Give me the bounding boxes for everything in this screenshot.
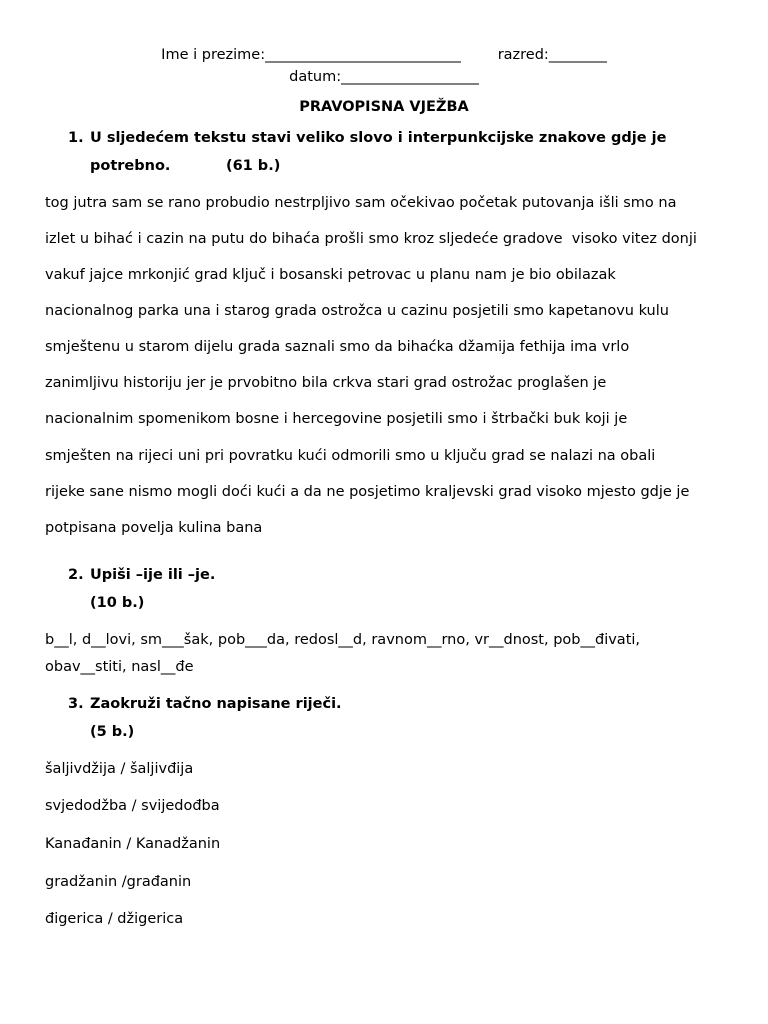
page-title: PRAVOPISNA VJEŽBA (299, 99, 469, 115)
paragraph-line: nacionalnim spomenikom bosne i hercegovine posjetili smo i štrbački buk koji je (45, 411, 628, 427)
word-line: b__l, d__lovi, sm___šak, pob___da, redosl__d, ravnom__rno, vr__dnost, pob__đivati, (45, 632, 641, 648)
task-2-instruction: Upiši –ije ili –je. (90, 567, 216, 583)
paragraph-line: smješten na rijeci uni pri povratku kući odmorili smo u ključu grad se nalazi na obali (45, 448, 656, 464)
task-3-number: 3. (68, 696, 84, 712)
task-2-number: 2. (68, 567, 84, 583)
task-3-points: (5 b.) (90, 724, 135, 740)
word-pair: Kanađanin / Kanadžanin (45, 836, 221, 852)
paragraph-line: vakuf jajce mrkonjić grad ključ i bosanski petrovac u planu nam je bio obilazak (45, 267, 616, 283)
task-2-points: (10 b.) (90, 595, 145, 611)
task-3-instruction: Zaokruži tačno napisane riječi. (90, 696, 342, 712)
paragraph-line: nacionalnog parka una i starog grada ostrožca u cazinu posjetili smo kapetanovu kulu (45, 303, 669, 319)
word-pair: đigerica / džigerica (45, 911, 184, 927)
word-line: obav__stiti, nasl__đe (45, 659, 194, 675)
task-1-heading (68, 124, 728, 180)
word-pair: šaljivdžija / šaljivđija (45, 761, 194, 777)
name-class-line: Ime i prezime:___________________________ razred:________ (161, 47, 607, 63)
task-1-points: potrebno. (61 b.) (90, 158, 281, 174)
task-2-heading (68, 561, 728, 617)
paragraph-line: smještenu u starom dijelu grada saznali smo da bihaćka džamija fethija ima vrlo (45, 339, 630, 355)
paragraph-line: rijeke sane nismo mogli doći kući a da ne posjetimo kraljevski grad visoko mjesto gdje je (45, 484, 690, 500)
paragraph-line: potpisana povelja kulina bana (45, 520, 263, 536)
word-pair: svjedodžba / svijedođba (45, 798, 220, 814)
paragraph-line: tog jutra sam se rano probudio nestrpljivo sam očekivao početak putovanja išli smo na (45, 195, 677, 211)
paragraph-line: izlet u bihać i cazin na putu do bihaća prošli smo kroz sljedeće gradove visoko vitez donji (45, 231, 697, 247)
task-1-number: 1. (68, 130, 84, 146)
word-pair: gradžanin /građanin (45, 874, 192, 890)
date-line: datum:___________________ (289, 69, 479, 85)
paragraph-line: zanimljivu historiju jer je prvobitno bila crkva stari grad ostrožac proglašen je (45, 375, 607, 391)
task-3-heading (68, 690, 728, 746)
task-1-instruction: U sljedećem tekstu stavi veliko slovo i interpunkcijske znakove gdje je (90, 130, 667, 146)
